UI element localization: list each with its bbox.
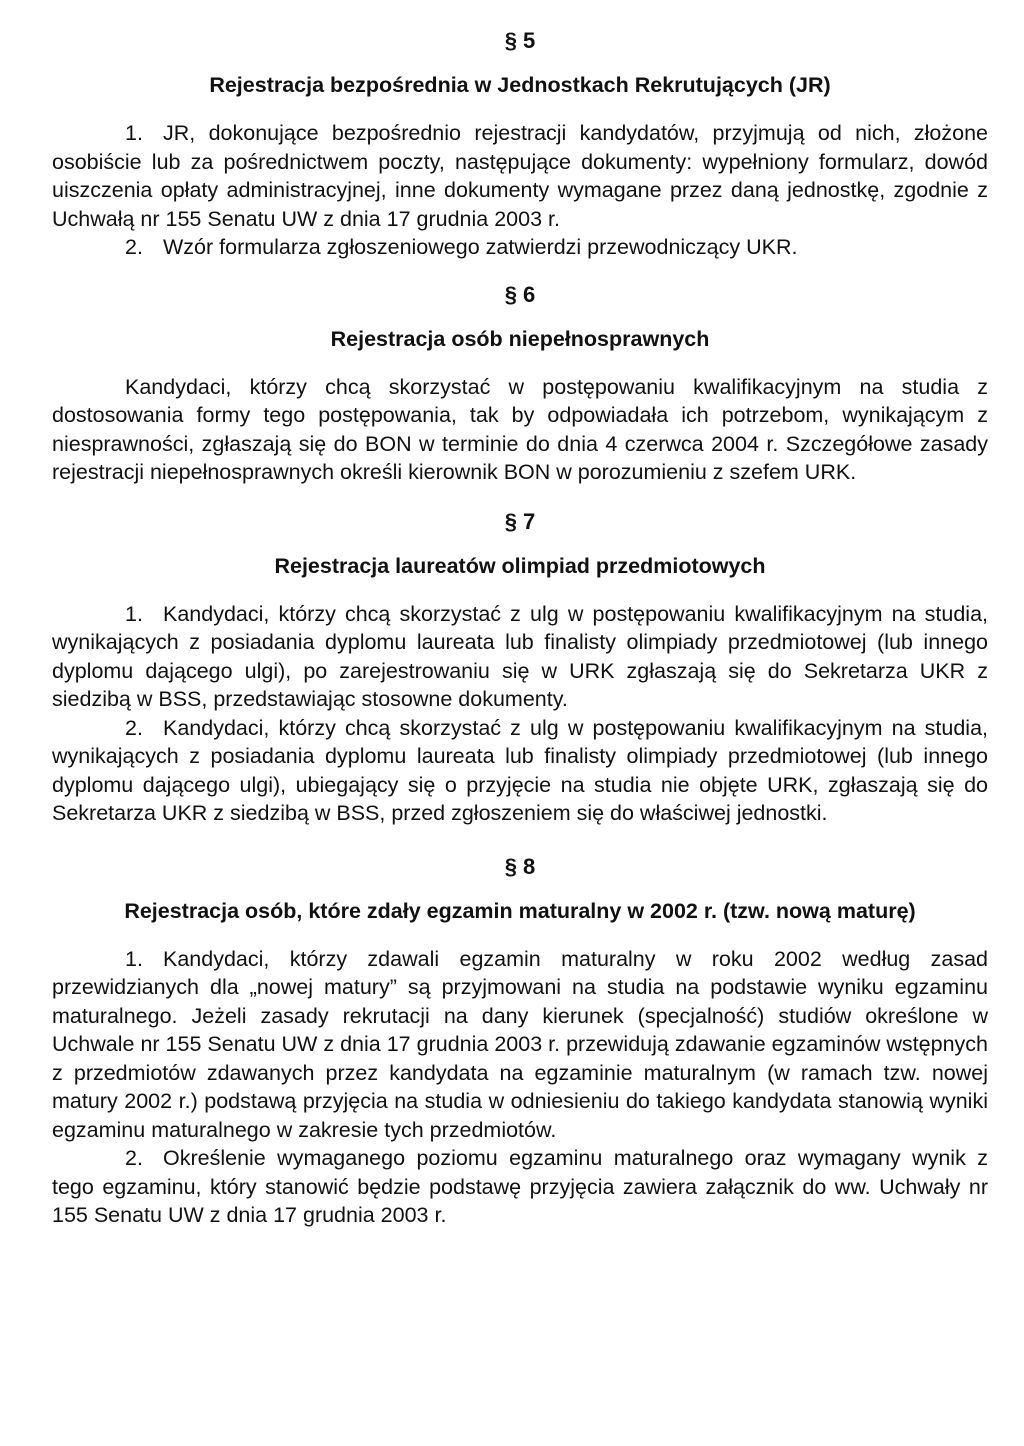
- paragraph: [52, 945, 988, 1145]
- section-number: § 6: [504, 281, 536, 307]
- paragraph-number: 2.: [125, 715, 143, 740]
- paragraph: [52, 600, 988, 714]
- section-title: Rejestracja osób niepełnosprawnych: [330, 326, 710, 351]
- paragraph-text: Określenie wymaganego poziomu egzaminu maturalnego oraz wymagany wynik z tego egzaminu, który stanowić będzie podstawę przyjęcia zawiera załącznik do ww. Uchwały nr 155 Senatu UW z dnia 17 grudnia 2003 r.: [52, 1146, 988, 1227]
- paragraph: [52, 373, 988, 487]
- section-title: Rejestracja laureatów olimpiad przedmiotowych: [274, 553, 766, 578]
- section-number: § 5: [504, 28, 536, 53]
- section-5: [52, 26, 988, 262]
- paragraph-text: Kandydaci, którzy zdawali egzamin maturalny w roku 2002 według zasad przewidzianych dla „nowej matury” są przyjmowani na studia na podstawie wyniku egzaminu maturalnego. Jeżeli zasady rekrutacji na dany kierunek (specjalność) studiów określone w Uchwale nr 155 Senatu UW z dnia 17 grudnia 2003 r. przewidują zdawanie egzaminów wstępnych z przedmiotów zdawanych przez kandydata na egzaminie maturalnym (w ramach tzw. nowej matury 2002 r.) podstawą przyjęcia na studia w odniesieniu do takiego kandydata stanowią wyniki egzaminu maturalnego w zakresie tych przedmiotów.: [52, 946, 988, 1142]
- paragraph-text: Kandydaci, którzy chcą skorzystać z ulg w postępowaniu kwalifikacyjnym na studia, wynikających z posiadania dyplomu laureata lub finalisty olimpiady przedmiotowej (lub innego dyplomu dającego ulgi), ubiegający się o przyjęcie na studia nie objęte URK, zgłaszają się do Sekretarza UKR z siedzibą w BSS, przed zgłoszeniem się do właściwej jednostki.: [52, 715, 988, 825]
- paragraph: [52, 1144, 988, 1230]
- section-title: Rejestracja osób, które zdały egzamin maturalny w 2002 r. (tzw. nową maturę): [124, 898, 916, 923]
- paragraph: [52, 233, 988, 262]
- paragraph-number: 2.: [125, 235, 143, 259]
- paragraph-number: 1.: [125, 601, 143, 626]
- section-7: [52, 507, 988, 828]
- paragraph-text: Kandydaci, którzy chcą skorzystać z ulg w postępowaniu kwalifikacyjnym na studia, wynikających z posiadania dyplomu laureata lub finalisty olimpiady przedmiotowej (lub innego dyplomu dającego ulgi), po zarejestrowaniu się w URK zgłaszają się do Sekretarza UKR z siedzibą w BSS, przedstawiając stosowne dokumenty.: [52, 601, 988, 711]
- paragraph-text: Kandydaci, którzy chcą skorzystać w postępowaniu kwalifikacyjnym na studia z dostosowania formy tego postępowania, tak by odpowiadała ich potrzebom, wynikającym z niesprawności, zgłaszają się do BON w terminie do dnia 4 czerwca 2004 r. Szczegółowe zasady rejestracji niepełnosprawnych określi kierownik BON w porozumieniu z szefem URK.: [52, 374, 988, 484]
- document-page: [52, 26, 988, 1230]
- paragraph: [52, 714, 988, 828]
- paragraph-text: Wzór formularza zgłoszeniowego zatwierdzi przewodniczący UKR.: [163, 235, 798, 259]
- paragraph-text: JR, dokonujące bezpośrednio rejestracji kandydatów, przyjmują od nich, złożone osobiście lub za pośrednictwem poczty, następujące dokumenty: wypełniony formularz, dowód uiszczenia opłaty administracyjnej, inne dokumenty wymagane przez daną jednostkę, zgodnie z Uchwałą nr 155 Senatu UW z dnia 17 grudnia 2003 r.: [52, 121, 988, 231]
- section-number: § 8: [504, 853, 536, 879]
- section-number: § 7: [504, 508, 536, 534]
- section-title: Rejestracja bezpośrednia w Jednostkach Rekrutujących (JR): [209, 73, 831, 97]
- section-8: [52, 852, 988, 1230]
- paragraph-number: 2.: [125, 1146, 143, 1170]
- paragraph-number: 1.: [125, 946, 143, 971]
- paragraph-number: 1.: [125, 121, 143, 145]
- section-6: [52, 280, 988, 487]
- paragraph: [52, 119, 988, 233]
